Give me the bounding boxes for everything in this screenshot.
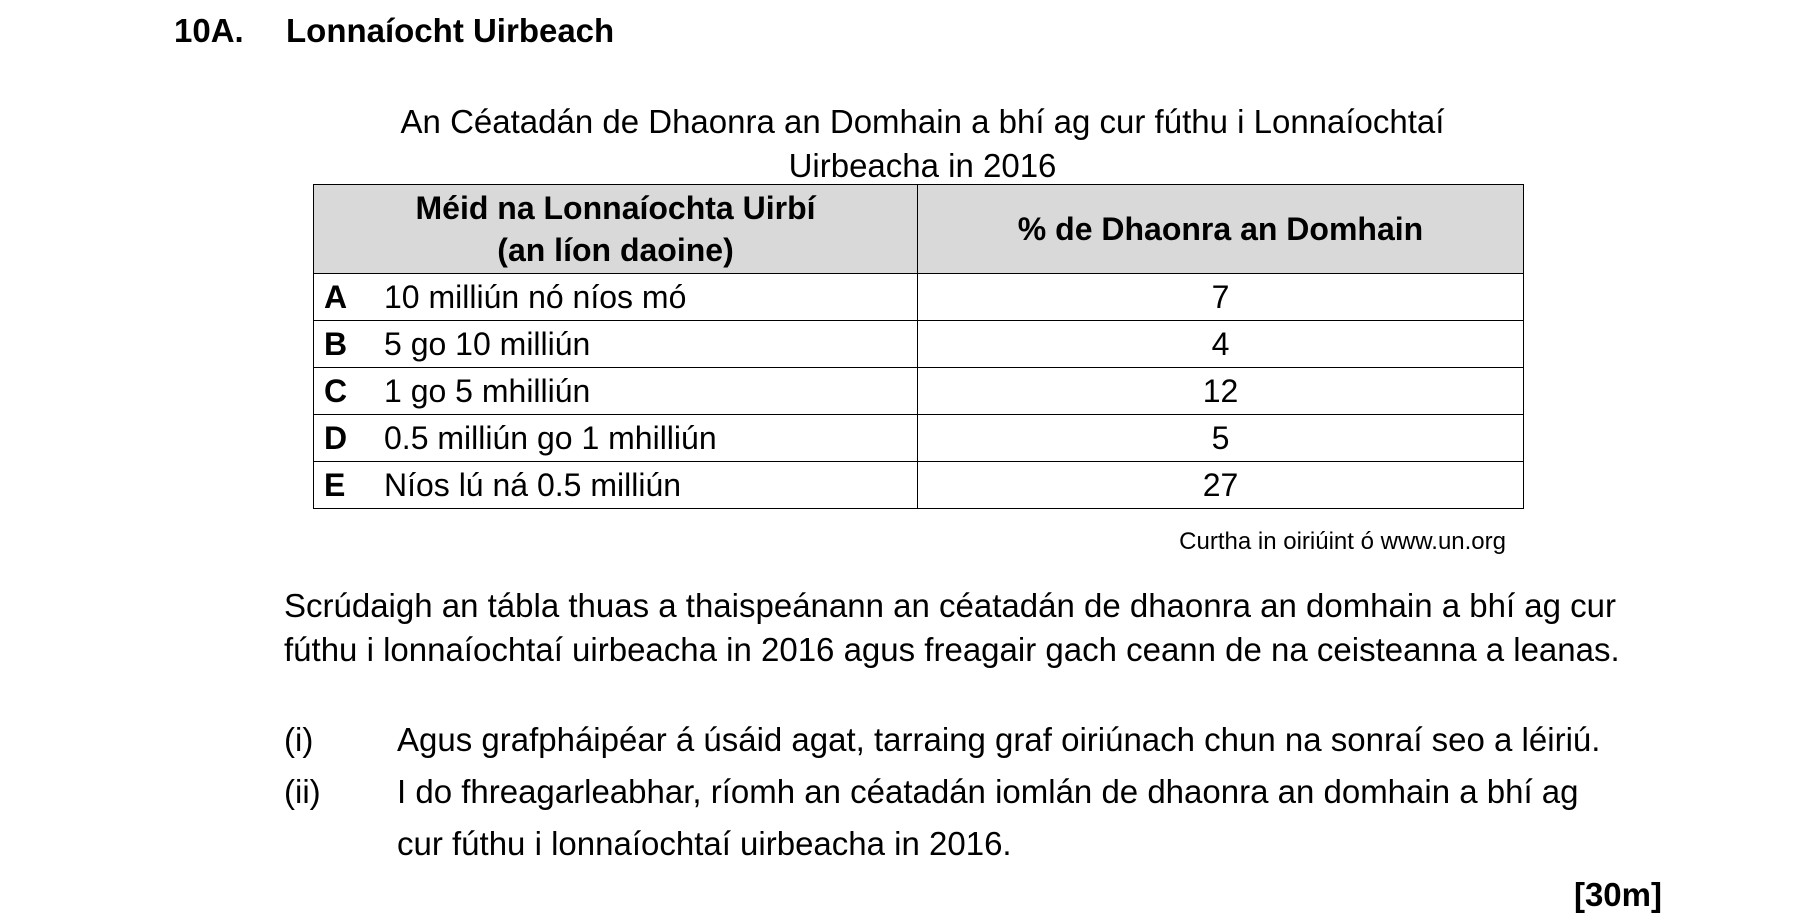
size-cell: [314, 321, 918, 368]
part-text-line2: cur fúthu i lonnaíochtaí uirbeacha in 2016.: [397, 825, 1012, 862]
size-cell: [314, 274, 918, 321]
row-letter: E: [324, 466, 346, 503]
percent-cell: 27: [918, 462, 1524, 509]
row-letter: C: [324, 372, 348, 409]
row-size: 1 go 5 mhilliún: [384, 372, 591, 409]
table-row: [314, 321, 1524, 368]
header-world-population-percent: % de Dhaonra an Domhain: [918, 185, 1524, 274]
table-source: Curtha in oiriúint ó www.un.org: [1179, 528, 1506, 555]
header-settlement-size: [314, 185, 918, 274]
percent-cell: 7: [918, 274, 1524, 321]
question-title: Lonnaíocht Uirbeach: [286, 12, 615, 49]
table-row: [314, 462, 1524, 509]
row-size: 5 go 10 milliún: [384, 325, 591, 362]
row-letter: D: [324, 419, 348, 456]
question-number: 10A.: [174, 12, 244, 49]
part-label: (ii): [284, 773, 321, 810]
size-cell: [314, 462, 918, 509]
row-letter: A: [324, 278, 348, 315]
row-size: 0.5 milliún go 1 mhilliún: [384, 419, 717, 456]
percent-cell: 12: [918, 368, 1524, 415]
part-text: I do fhreagarleabhar, ríomh an céatadán iomlán de dhaonra an domhain a bhí ag: [397, 773, 1579, 810]
size-cell: [314, 415, 918, 462]
data-table: [313, 184, 1524, 509]
table-caption-line2: Uirbeacha in 2016: [788, 147, 1057, 184]
row-size: 10 milliún nó níos mó: [384, 278, 687, 315]
intro-paragraph: [284, 584, 1744, 672]
marks-label: [30m]: [1573, 876, 1662, 913]
header-col1-line2: (an líon daoine): [497, 232, 734, 268]
question-heading: [174, 12, 614, 50]
part-text: Agus grafpháipéar á úsáid agat, tarraing graf oiriúnach chun na sonraí seo a léiriú.: [397, 721, 1601, 758]
intro-line1: Scrúdaigh an tábla thuas a thaispeánann an céatadán de dhaonra an domhain a bhí ag cur: [284, 587, 1617, 624]
percent-cell: 4: [918, 321, 1524, 368]
size-cell: [314, 368, 918, 415]
part-label: (i): [284, 721, 314, 758]
row-letter: B: [324, 325, 348, 362]
table-header-row: [314, 185, 1524, 274]
table-row: [314, 415, 1524, 462]
header-col1-line1: Méid na Lonnaíochta Uirbí: [415, 190, 816, 226]
table-row: [314, 274, 1524, 321]
table-row: [314, 368, 1524, 415]
percent-cell: 5: [918, 415, 1524, 462]
row-size: Níos lú ná 0.5 milliún: [384, 466, 682, 503]
intro-line2: fúthu i lonnaíochtaí uirbeacha in 2016 agus freagair gach ceann de na ceisteanna a leanas.: [284, 631, 1620, 668]
table-caption: [313, 100, 1532, 188]
table-caption-line1: An Céatadán de Dhaonra an Domhain a bhí ag cur fúthu i Lonnaíochtaí: [400, 103, 1445, 140]
